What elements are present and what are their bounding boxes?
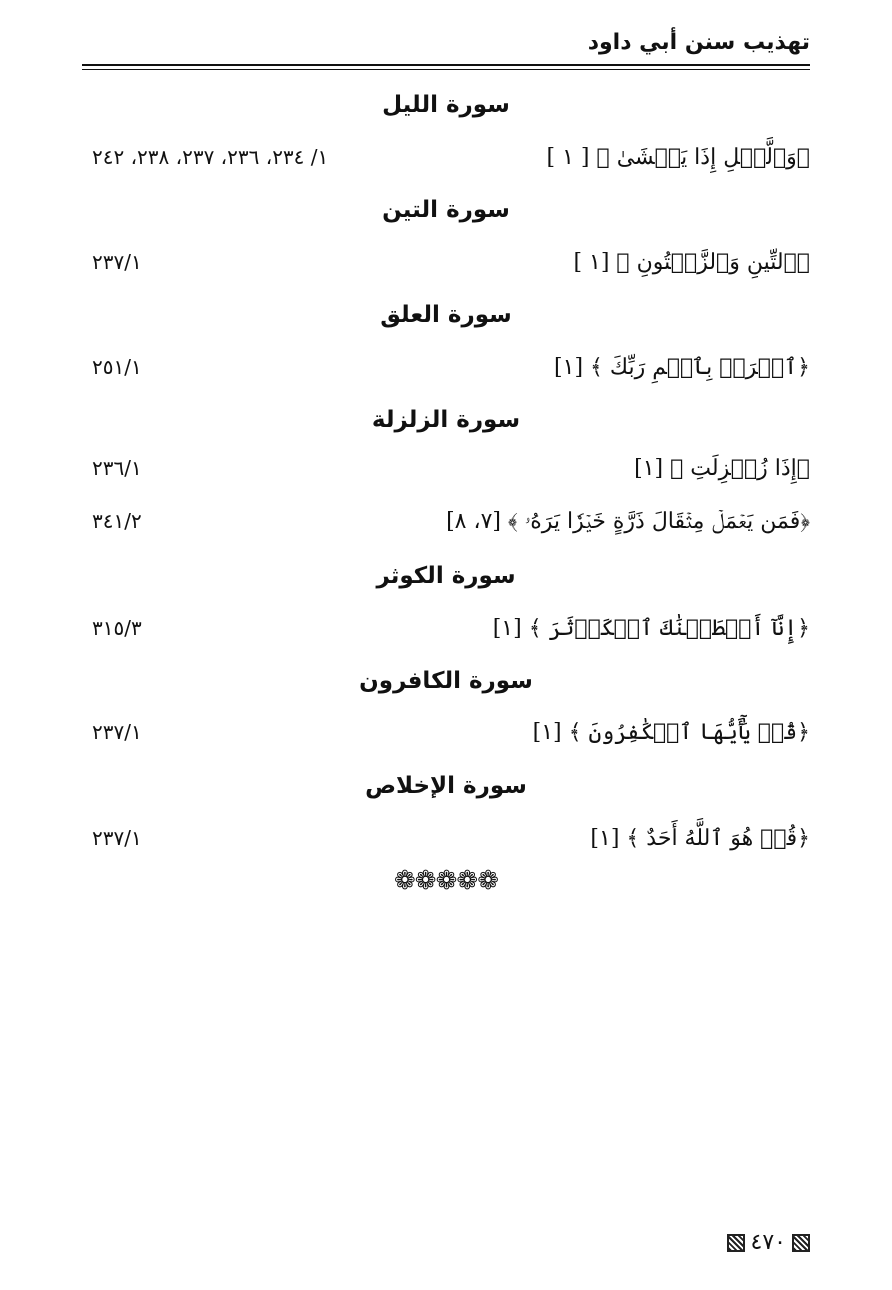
header-rule-thin xyxy=(82,69,810,70)
surah-title-al-alaq: سورة العلق xyxy=(380,302,512,328)
page-references: ٣١٥/٣ xyxy=(92,616,142,640)
page-references: ٢٣٧/١ xyxy=(92,826,142,850)
page-references: ١/ ٢٣٤، ٢٣٦، ٢٣٧، ٢٣٨، ٢٤٢ xyxy=(92,145,329,169)
floral-ornament-icon: ❁ xyxy=(435,866,457,896)
page-references: ٢٥١/١ xyxy=(92,355,142,379)
surah-title-al-kafirun: سورة الكافرون xyxy=(359,668,533,694)
page-number-block xyxy=(727,1230,810,1255)
verse-text: ﴿ٱقۡرَأۡ بِٱسۡمِ رَبِّكَ ﴾ [١] xyxy=(554,355,810,380)
verse-text: ﴿إِنَّآ أَعۡطَيۡنَٰكَ ٱلۡكَوۡثَرَ ﴾ [١] xyxy=(492,616,810,641)
surah-title-at-tin: سورة التين xyxy=(382,197,510,223)
page-references: ٣٤١/٢ xyxy=(92,509,142,533)
verse-text: ﴿وَٱلَّيۡلِ إِذَا يَغۡشَىٰ ﴾ [ ١ ] xyxy=(546,145,810,170)
floral-ornament-icon: ❁ xyxy=(477,866,498,896)
verse-text: ﴿قُلۡ يَٰٓأَيُّهَا ٱلۡكَٰفِرُونَ ﴾ [١] xyxy=(532,720,810,745)
page-references: ٢٣٦/١ xyxy=(92,456,142,480)
surah-title-al-kawthar: سورة الكوثر xyxy=(376,563,516,589)
page-references: ٢٣٧/١ xyxy=(92,250,142,274)
page-references: ٢٣٧/١ xyxy=(92,720,142,744)
verse-text: ﴿ٱلتِّينِ وَٱلزَّيۡتُونِ ﴾ [١ ] xyxy=(573,250,810,275)
index-entry xyxy=(82,826,810,858)
checkered-square-icon xyxy=(792,1234,810,1252)
checkered-square-icon xyxy=(727,1234,745,1252)
surah-title-al-layl: سورة الليل xyxy=(382,92,510,118)
surah-title-al-ikhlas: سورة الإخلاص xyxy=(365,773,527,799)
index-entry xyxy=(82,145,810,177)
end-ornament xyxy=(0,866,892,896)
header-rule-thick xyxy=(82,64,810,66)
running-header: تهذيب سنن أبي داود xyxy=(587,30,810,55)
verse-text: ﴿قُلۡ هُوَ ٱللَّهُ أَحَدٌ ﴾ [١] xyxy=(590,826,810,851)
floral-ornament-icon: ❁ xyxy=(394,866,415,896)
index-entry xyxy=(82,720,810,752)
floral-ornament-icon: ❁ xyxy=(456,866,478,896)
index-entry xyxy=(82,250,810,282)
index-entry xyxy=(82,509,810,541)
page-number: ٤٧٠ xyxy=(750,1230,786,1255)
verse-text: ﴿إِذَا زُلۡزِلَتِ ﴾ [١] xyxy=(634,456,810,481)
floral-ornament-icon: ❁ xyxy=(414,866,436,896)
index-entry xyxy=(82,456,810,488)
verse-text: ﴿فَمَن يَعۡمَلۡ مِثۡقَالَ ذَرَّةٍ خَيۡرٗا يَرَهُۥ ﴾ [٧، ٨] xyxy=(446,509,810,534)
index-entry xyxy=(82,616,810,648)
index-entry xyxy=(82,355,810,387)
surah-title-az-zalzala: سورة الزلزلة xyxy=(371,407,521,433)
